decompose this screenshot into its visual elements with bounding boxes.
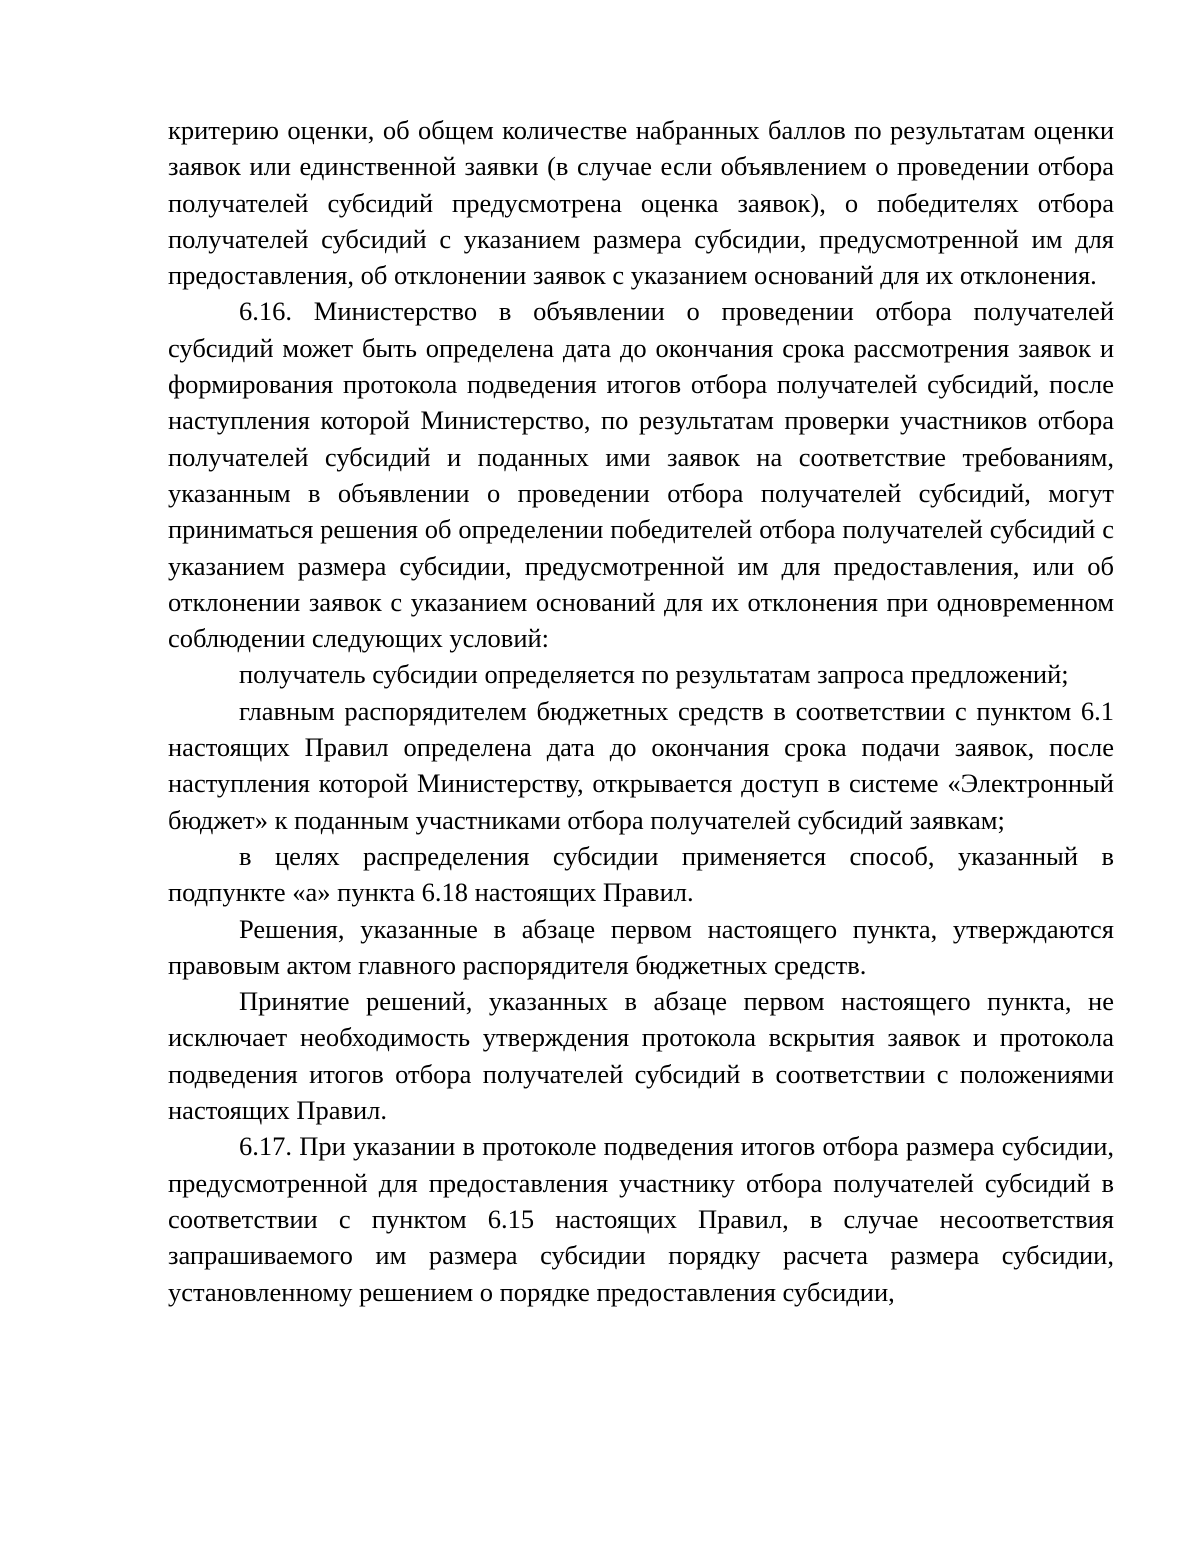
document-body xyxy=(168,112,1114,1310)
paragraph-decisions: Решения, указанные в абзаце первом настоящего пункта, утверждаются правовым актом главного распорядителя бюджетных средств. xyxy=(168,913,1114,980)
paragraph-6-17: 6.17. При указании в протоколе подведения итогов отбора размера субсидии, предусмотренной для предоставления участнику отбора получателей субсидий в соответствии с пунктом 6.15 настоящих Правил, в случае несоответствия запрашиваемого им размера субсидии порядку расчета размера субсидии, установленному решением о порядке предоставления субсидии, xyxy=(168,1131,1114,1307)
paragraph-6-16: 6.16. Министерство в объявлении о проведении отбора получателей субсидий может быть определена дата до окончания срока рассмотрения заявок и формирования протокола подведения итогов отбора получателей субсидий, после наступления которой Министерство, по результатам проверки участников отбора получателей субсидий и поданных ими заявок на соответствие требованиям, указанным в объявлении о проведении отбора получателей субсидий, могут приниматься решения об определении победителей отбора получателей субсидий с указанием размера субсидии, предусмотренной им для предоставления, или об отклонении заявок с указанием оснований для их отклонения при одновременном соблюдении следующих условий: xyxy=(168,296,1114,654)
paragraph-continuation: критерию оценки, об общем количестве набранных баллов по результатам оценки заявок или единственной заявки (в случае если объявлением о проведении отбора получателей субсидий предусмотрена оценка заявок), о победителях отбора получателей субсидий с указанием размера субсидии, предусмотренной им для предоставления, об отклонении заявок с указанием оснований для их отклонения. xyxy=(168,115,1114,291)
paragraph-condition-1: получатель субсидии определяется по результатам запроса предложений; xyxy=(239,659,1069,690)
paragraph-protocol: Принятие решений, указанных в абзаце первом настоящего пункта, не исключает необходимость утверждения протокола вскрытия заявок и протокола подведения итогов отбора получателей субсидий в соответствии с положениями настоящих Правил. xyxy=(168,986,1114,1126)
paragraph-condition-2: главным распорядителем бюджетных средств в соответствии с пунктом 6.1 настоящих Правил определена дата до окончания срока подачи заявок, после наступления которой Министерству, открывается доступ в системе «Электронный бюджет» к поданным участниками отбора получателей субсидий заявкам; xyxy=(168,695,1114,835)
paragraph-condition-3: в целях распределения субсидии применяется способ, указанный в подпункте «а» пункта 6.18 настоящих Правил. xyxy=(168,840,1114,908)
